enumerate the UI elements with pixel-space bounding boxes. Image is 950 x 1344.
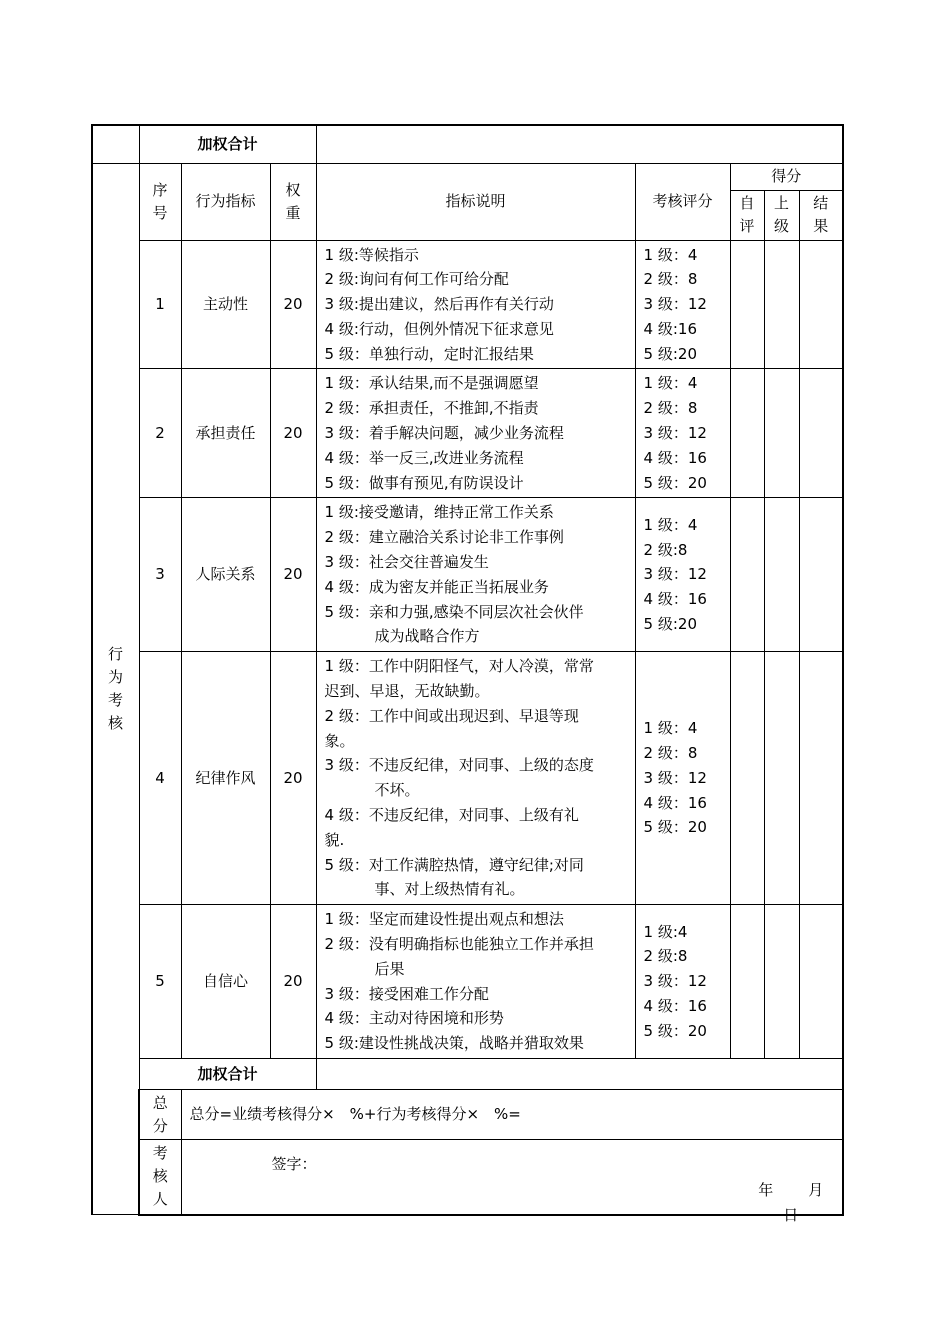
row-description: 1 级:接受邀请，维持正常工作关系 2 级：建立融洽关系讨论非工作事例 3 级：社会交往普遍发生 4 级：成为密友并能正当拓展业务 5 级：亲和力强,感染不同层次社会伙伴 成为战略合作方 (316, 498, 635, 652)
weighted-total-value (316, 1059, 843, 1090)
row-indicator: 人际关系 (181, 498, 270, 652)
table-row (92, 240, 843, 369)
date-month: 月 (808, 1181, 824, 1199)
row-indicator: 自信心 (181, 905, 270, 1059)
date-day: 日 (783, 1206, 799, 1224)
row-weight: 20 (270, 652, 316, 905)
result-cell[interactable] (799, 498, 843, 652)
weighted-total-label: 加权合计 (139, 125, 316, 163)
weighted-total-value (316, 125, 843, 163)
header-weight: 权 重 (270, 163, 316, 240)
header-score-group: 得分 (730, 163, 843, 190)
table-row (92, 652, 843, 905)
superior-review-cell[interactable] (764, 652, 799, 905)
header-indicator: 行为指标 (181, 163, 270, 240)
result-cell[interactable] (799, 369, 843, 498)
header-superior-review: 上 级 (764, 190, 799, 240)
header-row-1 (92, 163, 843, 190)
row-indicator: 承担责任 (181, 369, 270, 498)
row-seq: 2 (139, 369, 181, 498)
result-cell[interactable] (799, 905, 843, 1059)
row-seq: 5 (139, 905, 181, 1059)
row-rating: 1 级：4 2 级：8 3 级：12 4 级：16 5 级：20 (635, 369, 730, 498)
table-row (92, 498, 843, 652)
behavior-assessment-table (91, 124, 844, 1224)
row-description: 1 级:等候指示 2 级:询问有何工作可给分配 3 级:提出建议，然后再作有关行动 4 级:行动，但例外情况下征求意见 5 级：单独行动，定时汇报结果 (316, 240, 635, 369)
header-result: 结 果 (799, 190, 843, 240)
row-description: 1 级：坚定而建设性提出观点和想法 2 级：没有明确指标也能独立工作并承担 后果 3 级：接受困难工作分配 4 级：主动对待困境和形势 5 级:建设性挑战决策，战略并猎取效果 (316, 905, 635, 1059)
date-line (740, 1178, 843, 1228)
row-rating: 1 级：4 2 级：8 3 级：12 4 级：16 5 级：20 (635, 652, 730, 905)
header-self-review: 自 评 (730, 190, 764, 240)
self-review-cell[interactable] (730, 240, 764, 369)
table-row (92, 905, 843, 1059)
row-seq: 1 (139, 240, 181, 369)
row-weight: 20 (270, 498, 316, 652)
total-formula: 总分=业绩考核得分× %+行为考核得分× %= (181, 1090, 843, 1140)
row-rating: 1 级:4 2 级:8 3 级：12 4 级：16 5 级：20 (635, 905, 730, 1059)
result-cell[interactable] (799, 240, 843, 369)
row-weight: 20 (270, 240, 316, 369)
assessor-label: 考 核 人 (139, 1140, 181, 1215)
superior-review-cell[interactable] (764, 905, 799, 1059)
weighted-total-row-bottom (92, 1059, 843, 1090)
row-rating: 1 级：4 2 级：8 3 级：12 4 级:16 5 级:20 (635, 240, 730, 369)
weighted-total-row-top (92, 125, 843, 163)
header-rating: 考核评分 (635, 163, 730, 240)
row-weight: 20 (270, 369, 316, 498)
assessor-row (92, 1140, 843, 1215)
self-review-cell[interactable] (730, 369, 764, 498)
self-review-cell[interactable] (730, 905, 764, 1059)
assessment-form (91, 124, 842, 1224)
header-description: 指标说明 (316, 163, 635, 240)
row-rating: 1 级：4 2 级:8 3 级：12 4 级：16 5 级:20 (635, 498, 730, 652)
self-review-cell[interactable] (730, 652, 764, 905)
row-description: 1 级：承认结果,而不是强调愿望 2 级：承担责任，不推卸,不指责 3 级：着手解决问题，减少业务流程 4 级：举一反三,改进业务流程 5 级：做事有预见,有防误设计 (316, 369, 635, 498)
row-seq: 3 (139, 498, 181, 652)
signature-label: 签字： (271, 1155, 317, 1173)
row-indicator: 纪律作风 (181, 652, 270, 905)
section-label-behavior: 行 为 考 核 (92, 163, 139, 1215)
result-cell[interactable] (799, 652, 843, 905)
row-description: 1 级：工作中阴阳怪气，对人冷漠，常常 迟到、早退，无故缺勤。 2 级：工作中间或出现迟到、早退等现 象。 3 级：不违反纪律，对同事、上级的态度 不坏。 4 级：不违反纪律，对同事、上级有礼 貌. 5 级：对工作满腔热情，遵守纪律;对同 事、对上级热情有礼。 (316, 652, 635, 905)
superior-review-cell[interactable] (764, 498, 799, 652)
weighted-total-label: 加权合计 (139, 1059, 316, 1090)
row-seq: 4 (139, 652, 181, 905)
header-seq: 序 号 (139, 163, 181, 240)
row-indicator: 主动性 (181, 240, 270, 369)
superior-review-cell[interactable] (764, 369, 799, 498)
total-label: 总 分 (139, 1090, 181, 1140)
date-year: 年 (758, 1181, 774, 1199)
blank-cell (92, 125, 139, 163)
total-score-row (92, 1090, 843, 1140)
self-review-cell[interactable] (730, 498, 764, 652)
signature-area[interactable] (181, 1140, 843, 1224)
table-row (92, 369, 843, 498)
row-weight: 20 (270, 905, 316, 1059)
superior-review-cell[interactable] (764, 240, 799, 369)
